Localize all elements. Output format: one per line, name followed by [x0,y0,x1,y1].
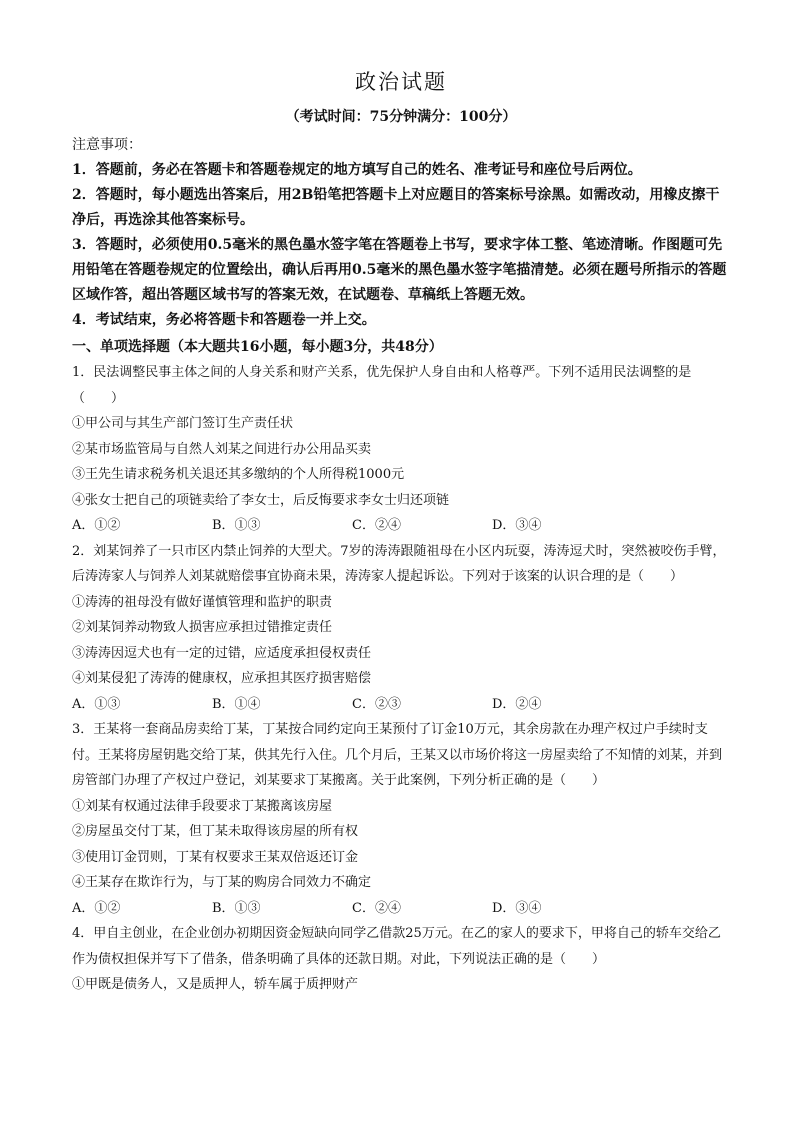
question-option: ②某市场监管局与自然人刘某之间进行办公用品买卖 [72,441,372,457]
question-1 [72,360,730,539]
note-item: 4．考试结束，务必将答题卡和答题卷一并上交。 [72,312,376,328]
choice-b: B．①③ [212,900,261,916]
question-stem: 3．王某将一套商品房卖给丁某，丁某按合同约定向王某预付了订金10万元，其余房款在办理产权过户手续时支付。王某将房屋钥匙交给丁某，供其先行入住。几个月后，王某又以市场价将这一房屋卖给了不知情的刘某，并到房管部门办理了产权过户登记，刘某要求丁某搬离。关于此案例，下列分析正确的是（ ） [72,722,723,788]
choice-c: C．②④ [352,900,401,916]
note-item: 3．答题时，必须使用0.5毫米的黑色墨水签字笔在答题卷上书写，要求字体工整、笔迹清晰。作图题可先用铅笔在答题卷规定的位置绘出，确认后再用0.5毫米的黑色墨水签字笔描清楚。必须在题号所指示的答题区域作答，超出答题区域书写的答案无效，在试题卷、草稿纸上答题无效。 [72,237,727,303]
question-3 [72,717,730,921]
question-option: ①刘某有权通过法律手段要求丁某搬离该房屋 [72,798,333,814]
question-option: ③王先生请求税务机关退还其多缴纳的个人所得税1000元 [72,467,405,482]
question-stem: 4．甲自主创业，在企业创办初期因资金短缺向同学乙借款25万元。在乙的家人的要求下，甲将自己的轿车交给乙作为债权担保并写下了借条，借条明确了具体的还款日期。对此，下列说法正确的是（ ） [72,926,721,967]
answer-choices [72,692,730,718]
question-stem: 2．刘某饲养了一只市区内禁止饲养的大型犬。7岁的涛涛跟随祖母在小区内玩耍，涛涛逗犬时，突然被咬伤手臂，后涛涛家人与饲养人刘某就赔偿事宜协商未果，涛涛家人提起诉讼。下列对于该案的认识合理的是（ ） [72,543,726,584]
question-option: ①甲既是债务人，又是质押人，轿车属于质押财产 [72,977,359,992]
choice-d: D．②④ [492,696,542,712]
question-2 [72,539,730,718]
question-option: ①涛涛的祖母没有做好谨慎管理和监护的职责 [72,594,333,610]
answer-choices [72,513,730,539]
question-4 [72,921,730,998]
note-item: 2．答题时，每小题选出答案后，用2B铅笔把答题卡上对应题目的答案标号涂黑。如需改动，用橡皮擦干净后，再选涂其他答案标号。 [72,187,720,228]
section-heading: 一、单项选择题（本大题共16小题，每小题3分，共48分） [72,339,443,355]
question-option: ②刘某饲养动物致人损害应承担过错推定责任 [72,620,333,635]
answer-choices [72,896,730,922]
choice-b: B．①③ [212,518,261,533]
choice-a: A．①② [72,900,121,916]
question-option: ④张女士把自己的项链卖给了李女士，后反悔要求李女士归还项链 [72,492,450,508]
choice-c: C．②④ [352,518,401,533]
question-option: ②房屋虽交付丁某，但丁某未取得该房屋的所有权 [72,824,359,839]
page-title: 政治试题 [355,70,447,94]
question-option: ④刘某侵犯了涛涛的健康权，应承担其医疗损害赔偿 [72,671,372,686]
choice-a: A．①② [72,518,121,533]
choice-b: B．①④ [212,696,261,712]
note-item: 1．答题前，务必在答题卡和答题卷规定的地方填写自己的姓名、准考证号和座位号后两位。 [72,162,642,178]
exam-info: （考试时间：75分钟满分：100分） [285,109,517,125]
question-option: ③涛涛因逗犬也有一定的过错，应适度承担侵权责任 [72,645,372,661]
choice-c: C．②③ [352,696,401,712]
question-option: ①甲公司与其生产部门签订生产责任状 [72,416,294,431]
choice-d: D．③④ [492,518,542,533]
question-option: ③使用订金罚则，丁某有权要求王某双倍返还订金 [72,849,359,865]
question-stem: 1．民法调整民事主体之间的人身关系和财产关系，优先保护人身自由和人格尊严。下列不适用民法调整的是（ ） [72,365,692,406]
choice-a: A．①③ [72,696,121,712]
choice-d: D．③④ [492,900,542,916]
notes-heading: 注意事项： [72,137,142,153]
question-option: ④王某存在欺诈行为，与丁某的购房合同效力不确定 [72,875,372,890]
